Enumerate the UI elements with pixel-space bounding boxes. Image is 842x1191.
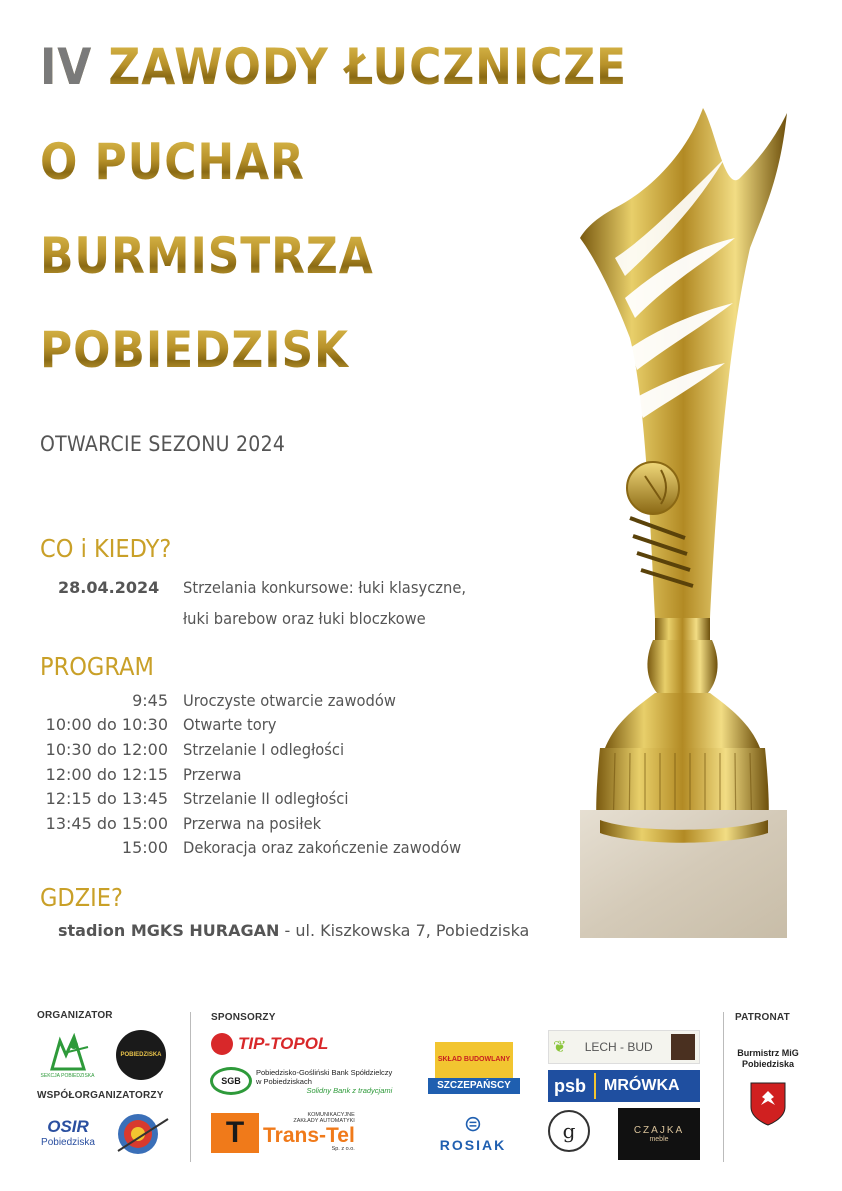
trans-tel-logo xyxy=(211,1110,396,1156)
badge-text: POBIEDZISKA xyxy=(120,1052,162,1058)
when-heading: CO i KIEDY? xyxy=(40,534,172,563)
osir-sub: Pobiedziska xyxy=(41,1136,95,1148)
program-activity: Uroczyste otwarcie zawodów xyxy=(183,690,396,710)
title-line-3: BURMISTRZA xyxy=(40,227,374,285)
organizer-label: ORGANIZATOR xyxy=(37,1010,113,1021)
patron-line-1: Burmistrz MiG xyxy=(737,1048,799,1059)
coat-of-arms-icon xyxy=(749,1081,787,1127)
chocolate-icon xyxy=(671,1034,695,1060)
sponsors-label: SPONSORZY xyxy=(211,1012,276,1023)
czajka-sub: meble xyxy=(649,1136,669,1143)
rosiak-icon: ⊜ xyxy=(463,1111,483,1136)
program-row xyxy=(40,688,560,713)
title-line-2: O PUCHAR xyxy=(40,133,305,191)
divider-1 xyxy=(190,1012,191,1162)
program-activity: Przerwa na posiłek xyxy=(183,813,322,833)
pobiedziska-coat-of-arms xyxy=(748,1080,788,1128)
szczepanscy-text: SZCZEPAŃSCY xyxy=(428,1078,520,1094)
trans-tel-icon: T xyxy=(211,1113,259,1153)
coorganizers-label: WSPÓŁORGANIZATORZY xyxy=(37,1090,164,1101)
where-heading: GDZIE? xyxy=(40,883,123,912)
program-time: 9:45 xyxy=(132,690,168,710)
title-roman-numeral: IV xyxy=(40,38,93,96)
trans-tel-top1: KOMUNIKACYJNE xyxy=(307,1112,355,1119)
psb-mrowka-logo xyxy=(548,1070,700,1102)
patron-text-block xyxy=(733,1046,803,1072)
szczepanscy-logo xyxy=(428,1040,520,1095)
program-time: 15:00 xyxy=(121,838,168,858)
lech-bud-logo xyxy=(548,1030,700,1064)
g-text: g xyxy=(562,1119,576,1143)
tip-topol-text: TIP-TOPOL xyxy=(238,1034,329,1053)
program-time: 10:30 do 12:00 xyxy=(45,739,168,759)
osir-logo xyxy=(33,1112,103,1152)
sekcja-text: SEKCJA POBIEDZISKA xyxy=(40,1072,95,1079)
psb-text: psb xyxy=(554,1075,587,1096)
program-activity: Strzelanie I odległości xyxy=(183,739,345,759)
title-main: ZAWODY ŁUCZNICZE xyxy=(108,38,627,96)
patron-label: PATRONAT xyxy=(735,1012,790,1023)
program-time: 12:00 do 12:15 xyxy=(45,764,168,784)
sgb-name-1: Pobiedzisko-Gośliński Bank Spółdzielczy xyxy=(256,1067,393,1077)
program-activity: Otwarte tory xyxy=(183,715,277,735)
program-heading: PROGRAM xyxy=(40,652,154,681)
subtitle: OTWARCIE SEZONU 2024 xyxy=(40,432,286,456)
archer-icon xyxy=(44,1033,92,1073)
program-time: 12:15 do 13:45 xyxy=(45,789,168,809)
program-activity: Dekoracja oraz zakończenie zawodów xyxy=(183,838,462,858)
program-row xyxy=(40,762,560,787)
program-row xyxy=(40,713,560,738)
lech-bud-text: LECH - BUD xyxy=(584,1040,653,1054)
pobiedziska-badge-logo xyxy=(116,1030,166,1080)
rosiak-text: ROSIAK xyxy=(439,1137,507,1153)
target-icon xyxy=(114,1111,170,1157)
sgb-logo xyxy=(210,1064,410,1098)
program-activity: Przerwa xyxy=(183,764,242,784)
sgb-slogan: Solidny Bank z tradycjami xyxy=(306,1085,393,1095)
divider-2 xyxy=(723,1012,724,1162)
program-activity: Strzelanie II odległości xyxy=(183,789,349,809)
program-row xyxy=(40,811,560,836)
program-time: 10:00 do 10:30 xyxy=(45,715,168,735)
tip-topol-logo xyxy=(211,1032,361,1056)
program-row xyxy=(40,836,560,861)
sgb-name-2: w Pobiedziskach xyxy=(256,1076,312,1086)
title-line-4: POBIEDZISK xyxy=(40,321,350,379)
archery-club-logo xyxy=(113,1110,171,1158)
sgb-icon: SGB xyxy=(210,1067,252,1095)
trophy-image xyxy=(575,98,790,940)
czajka-logo xyxy=(618,1108,700,1160)
trans-tel-text: Trans-Tel xyxy=(263,1123,355,1147)
osir-text: OSIR xyxy=(47,1116,89,1136)
trans-tel-top2: ZAKŁADY AUTOMATYKI xyxy=(293,1118,355,1125)
venue-address: - ul. Kiszkowska 7, Pobiedziska xyxy=(279,921,530,940)
program-list xyxy=(40,688,560,860)
rosiak-logo xyxy=(423,1108,523,1156)
event-desc-line-2: łuki barebow oraz łuki bloczkowe xyxy=(183,609,426,628)
g-logo xyxy=(548,1110,590,1152)
czajka-text: CZAJKA xyxy=(633,1125,685,1136)
trans-tel-sub: Sp. z o.o. xyxy=(331,1145,355,1152)
sklad-text: SKŁAD BUDOWLANY xyxy=(435,1042,513,1078)
tip-topol-icon xyxy=(211,1033,233,1055)
sekcja-logo xyxy=(35,1028,100,1083)
patron-line-2: Pobiedziska xyxy=(741,1059,795,1069)
event-date: 28.04.2024 xyxy=(58,578,160,597)
program-row xyxy=(40,737,560,762)
event-desc-line-1: Strzelania konkursowe: łuki klasyczne, xyxy=(183,578,467,597)
program-time: 13:45 do 15:00 xyxy=(45,813,168,833)
venue-name: stadion MGKS HURAGAN xyxy=(58,921,280,940)
title-line-1 xyxy=(40,38,627,96)
leaf-icon: ❦ xyxy=(553,1039,567,1056)
program-row xyxy=(40,786,560,811)
psb-divider xyxy=(594,1073,596,1099)
mrowka-text: MRÓWKA xyxy=(604,1077,680,1094)
venue xyxy=(58,921,529,940)
